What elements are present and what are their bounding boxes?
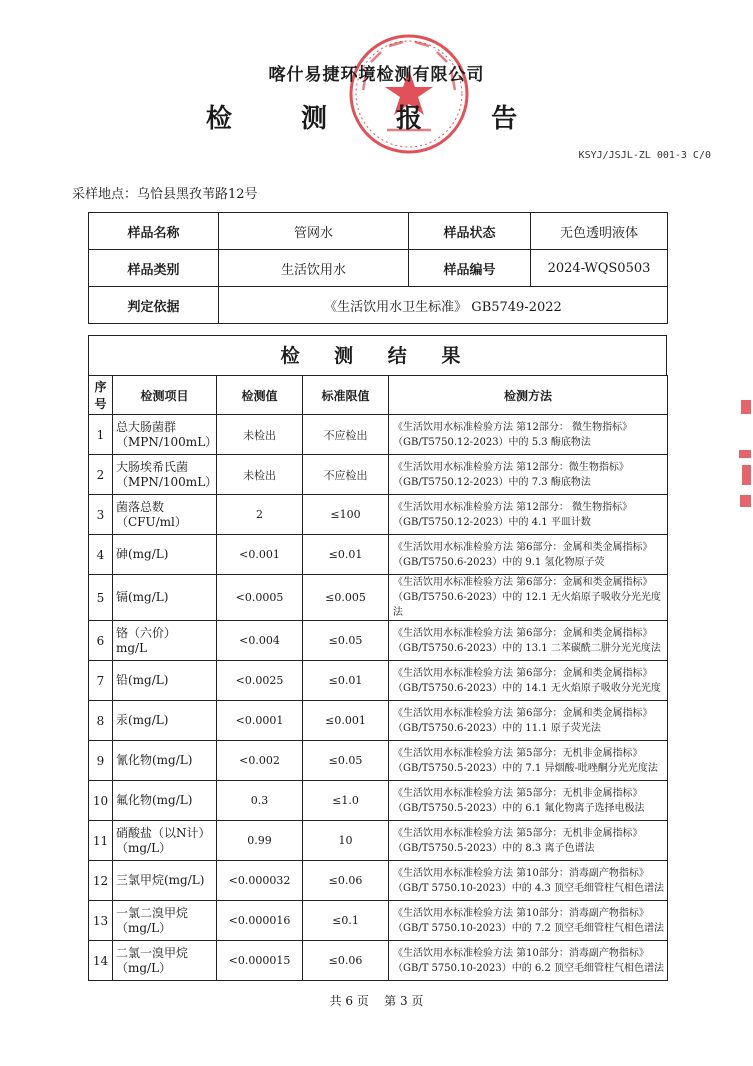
inspection-seal-stamp [345, 30, 473, 158]
row-item-item: 镉(mg/L) [116, 590, 169, 604]
header-method: 检测方法 [389, 376, 668, 415]
row-item-item: 硝酸盐（以N计） [116, 825, 211, 840]
row-limit-limit: ≤0.06 [328, 874, 363, 887]
row-value-value: 未检出 [243, 428, 276, 442]
row-item-item: 大肠埃希氏菌 [116, 459, 189, 474]
row-number-no: 6 [96, 633, 105, 648]
table-row [89, 415, 668, 455]
row-item-unit: （mg/L） [116, 960, 172, 975]
row-number-no: 14 [92, 953, 109, 968]
row-item-unit: （mg/L） [116, 920, 172, 935]
sample-info-table [88, 212, 668, 324]
row-value-value: <0.004 [239, 634, 280, 647]
row-item [113, 415, 217, 455]
row-value-value: 2 [256, 508, 263, 521]
row-limit-limit: ≤0.01 [328, 548, 363, 561]
row-limit-limit: ≤100 [330, 508, 361, 521]
row-limit [303, 661, 389, 701]
row-limit-limit: ≤0.05 [328, 754, 363, 767]
row-limit [303, 495, 389, 535]
row-number [89, 901, 113, 941]
sample-type-value: 生活饮用水 [219, 250, 409, 287]
row-number [89, 455, 113, 495]
header-item: 检测项目 [113, 376, 217, 415]
row-method-method1: 《生活饮用水标准检验方法 第6部分：金属和类金属指标》 [393, 667, 653, 679]
row-method-method2: （GB/T5750.12-2023）中的 7.3 酶底物法 [393, 476, 591, 488]
page-edge-stamp [733, 395, 753, 525]
results-table [88, 375, 668, 981]
row-limit-limit: ≤0.05 [328, 634, 363, 647]
row-limit [303, 901, 389, 941]
row-method-method2: （GB/T 5750.10-2023）中的 4.3 顶空毛细管柱气相色谱法 [393, 882, 664, 894]
company-name: 喀什易捷环境检测有限公司 [268, 65, 485, 85]
row-value [217, 621, 303, 661]
row-limit-limit: ≤0.001 [325, 714, 366, 727]
row-limit-limit: 不应检出 [323, 468, 368, 482]
row-value-value: <0.000032 [228, 874, 291, 887]
current-page: 第 3 页 [384, 994, 424, 1008]
row-limit [303, 415, 389, 455]
row-item [113, 941, 217, 981]
row-method-method1: 《生活饮用水标准检验方法 第10部分：消毒副产物指标》 [393, 867, 649, 879]
row-item [113, 621, 217, 661]
row-item-item: 菌落总数 [116, 499, 165, 514]
row-method-method2: （GB/T5750.5-2023）中的 8.3 离子色谱法 [393, 842, 595, 854]
document-code: KSYJ/JSJL-ZL 001-3 C/0 [578, 150, 711, 161]
row-item-unit: （MPN/100mL） [116, 434, 218, 449]
row-number-no: 2 [96, 467, 105, 482]
sample-no-value: 2024-WQS0503 [531, 250, 668, 287]
row-item-unit: （CFU/ml） [116, 514, 187, 529]
header-limit: 标准限值 [303, 376, 389, 415]
sampling-site [72, 183, 258, 202]
row-method [389, 701, 668, 741]
row-value-value: <0.0025 [235, 674, 284, 687]
row-method-method1: 《生活饮用水标准检验方法 第6部分：金属和类金属指标》 [393, 541, 653, 553]
table-row [89, 941, 668, 981]
row-value-value: 0.99 [247, 834, 272, 847]
row-limit [303, 821, 389, 861]
row-limit-limit: ≤0.01 [328, 674, 363, 687]
table-row [89, 621, 668, 661]
row-method-method2: （GB/T5750.12-2023）中的 5.3 酶底物法 [393, 436, 591, 448]
row-method-method2: （GB/T 5750.10-2023）中的 7.2 顶空毛细管柱气相色谱法 [393, 922, 664, 934]
row-value-value: <0.001 [239, 548, 280, 561]
row-method-method2: （GB/T5750.12-2023）中的 4.1 平皿计数 [393, 516, 591, 528]
sample-state-value: 无色透明液体 [531, 213, 668, 250]
row-limit [303, 861, 389, 901]
row-number [89, 941, 113, 981]
row-item [113, 495, 217, 535]
row-method-method1: 《生活饮用水标准检验方法 第10部分：消毒副产物指标》 [393, 907, 649, 919]
row-limit-limit: 10 [338, 834, 353, 847]
row-method [389, 901, 668, 941]
row-number-no: 12 [92, 873, 109, 888]
row-item [113, 861, 217, 901]
row-method [389, 741, 668, 781]
row-item-item: 一氯二溴甲烷 [116, 905, 189, 920]
row-method [389, 575, 668, 621]
header-value: 检测值 [217, 376, 303, 415]
table-row [89, 661, 668, 701]
sample-no-label: 样品编号 [409, 250, 531, 287]
row-method-method2: （GB/T5750.6-2023）中的 13.1 二苯碳酰二肼分光光度法 [393, 642, 661, 654]
row-item-item: 总大肠菌群 [116, 419, 177, 434]
row-value-value: 0.3 [250, 794, 269, 807]
row-limit-limit: ≤0.005 [325, 591, 366, 604]
row-value-value: 未检出 [243, 468, 276, 482]
row-number-no: 13 [92, 913, 109, 928]
row-limit-limit: 不应检出 [323, 428, 368, 442]
sample-state-label: 样品状态 [409, 213, 531, 250]
report-title: 检 测 报 告 [205, 104, 548, 134]
row-method [389, 455, 668, 495]
row-item-item: 铅(mg/L) [116, 673, 169, 687]
row-limit [303, 701, 389, 741]
row-limit-limit: ≤1.0 [332, 794, 359, 807]
row-value-value: <0.002 [239, 754, 280, 767]
row-method [389, 781, 668, 821]
row-number-no: 11 [92, 833, 109, 848]
row-value-value: <0.000015 [228, 954, 291, 967]
row-item [113, 455, 217, 495]
row-method-method1: 《生活饮用水标准检验方法 第5部分：无机非金属指标》 [393, 787, 643, 799]
row-number [89, 661, 113, 701]
row-number [89, 821, 113, 861]
row-limit [303, 575, 389, 621]
row-limit [303, 621, 389, 661]
header-no: 序号 [89, 376, 113, 415]
row-method [389, 861, 668, 901]
results-title: 检 测 结 果 [88, 335, 667, 375]
table-row [89, 701, 668, 741]
row-limit-limit: ≤0.1 [332, 914, 359, 927]
row-method-method2: （GB/T5750.5-2023）中的 6.1 氟化物离子选择电极法 [393, 802, 645, 814]
row-method-method2: （GB/T5750.6-2023）中的 12.1 无火焰原子吸收分光光度法 [393, 592, 661, 618]
table-row [89, 861, 668, 901]
table-row [89, 495, 668, 535]
row-limit [303, 941, 389, 981]
row-limit [303, 741, 389, 781]
row-number [89, 701, 113, 741]
row-item [113, 901, 217, 941]
row-value [217, 901, 303, 941]
sample-name-value: 管网水 [219, 213, 409, 250]
row-item-item: 氰化物(mg/L) [116, 753, 193, 767]
row-method [389, 535, 668, 575]
row-method [389, 941, 668, 981]
row-number-no: 10 [92, 793, 109, 808]
row-value [217, 821, 303, 861]
total-pages: 共 6 页 [329, 994, 369, 1008]
row-limit [303, 535, 389, 575]
sample-type-label: 样品类别 [89, 250, 219, 287]
row-method [389, 821, 668, 861]
table-row [89, 535, 668, 575]
row-method-method1: 《生活饮用水标准检验方法 第6部分：金属和类金属指标》 [393, 627, 653, 639]
row-item [113, 535, 217, 575]
sample-name-label: 样品名称 [89, 213, 219, 250]
table-row [89, 821, 668, 861]
row-item-item: 三氯甲烷(mg/L) [116, 873, 205, 887]
row-number-no: 9 [96, 753, 105, 768]
sampling-site-label: 采样地点： [72, 187, 138, 202]
row-value [217, 661, 303, 701]
row-item [113, 701, 217, 741]
results-header-row [89, 376, 668, 415]
row-item [113, 821, 217, 861]
row-number [89, 621, 113, 661]
row-number [89, 741, 113, 781]
row-method [389, 415, 668, 455]
basis-value: 《生活饮用水卫生标准》 GB5749-2022 [219, 287, 668, 324]
row-value [217, 701, 303, 741]
row-method [389, 621, 668, 661]
row-number [89, 415, 113, 455]
row-value [217, 741, 303, 781]
row-method-method1: 《生活饮用水标准检验方法 第6部分：金属和类金属指标》 [393, 577, 653, 588]
row-value [217, 575, 303, 621]
row-method-method1: 《生活饮用水标准检验方法 第5部分：无机非金属指标》 [393, 827, 643, 839]
row-item-item: 铬（六价） [116, 625, 177, 640]
row-value [217, 941, 303, 981]
row-item-item: 砷(mg/L) [116, 547, 169, 561]
row-method-method1: 《生活饮用水标准检验方法 第6部分：金属和类金属指标》 [393, 707, 653, 719]
row-number-no: 7 [96, 673, 105, 688]
row-method-method1: 《生活饮用水标准检验方法 第12部分：微生物指标》 [393, 461, 629, 473]
row-value-value: <0.0001 [235, 714, 284, 727]
row-method-method1: 《生活饮用水标准检验方法 第12部分： 微生物指标》 [393, 421, 633, 433]
row-method-method2: （GB/T5750.6-2023）中的 14.1 无火焰原子吸收分光光度 [393, 682, 661, 694]
row-value [217, 415, 303, 455]
table-row [89, 781, 668, 821]
row-value-value: <0.0005 [235, 591, 284, 604]
row-value [217, 861, 303, 901]
row-method-method1: 《生活饮用水标准检验方法 第12部分： 微生物指标》 [393, 501, 633, 513]
row-number-no: 1 [96, 427, 105, 442]
row-number [89, 535, 113, 575]
table-row [89, 455, 668, 495]
row-method-method1: 《生活饮用水标准检验方法 第5部分：无机非金属指标》 [393, 747, 643, 759]
row-value [217, 781, 303, 821]
row-number-no: 8 [96, 713, 105, 728]
row-method-method2: （GB/T5750.6-2023）中的 11.1 原子荧光法 [393, 722, 601, 734]
row-method-method2: （GB/T 5750.10-2023）中的 6.2 顶空毛细管柱气相色谱法 [393, 962, 664, 974]
row-method-method1: 《生活饮用水标准检验方法 第10部分：消毒副产物指标》 [393, 947, 649, 959]
row-number-no: 4 [96, 547, 105, 562]
row-item [113, 661, 217, 701]
row-value [217, 535, 303, 575]
row-limit [303, 455, 389, 495]
row-item-item: 汞(mg/L) [116, 713, 169, 727]
row-item-item: 二氯一溴甲烷 [116, 945, 189, 960]
row-item [113, 781, 217, 821]
row-method [389, 661, 668, 701]
sampling-site-value: 乌恰县黑孜苇路12号 [137, 187, 258, 202]
row-limit [303, 781, 389, 821]
row-value [217, 455, 303, 495]
row-item-item: 氟化物(mg/L) [116, 793, 193, 807]
table-row [89, 575, 668, 621]
row-value [217, 495, 303, 535]
row-limit-limit: ≤0.06 [328, 954, 363, 967]
row-number-no: 5 [96, 590, 105, 605]
row-method-method2: （GB/T5750.5-2023）中的 7.1 异烟酸-吡唑酮分光光度法 [393, 762, 658, 774]
row-number [89, 781, 113, 821]
row-number [89, 575, 113, 621]
basis-label: 判定依据 [89, 287, 219, 324]
table-row [89, 901, 668, 941]
row-item-unit: （mg/L） [116, 840, 172, 855]
row-number [89, 861, 113, 901]
row-item [113, 741, 217, 781]
row-value-value: <0.000016 [228, 914, 291, 927]
row-item [113, 575, 217, 621]
row-item-unit: （MPN/100mL） [116, 474, 218, 489]
row-method [389, 495, 668, 535]
row-method-method2: （GB/T5750.6-2023）中的 9.1 氢化物原子荧 [393, 556, 605, 568]
row-number [89, 495, 113, 535]
row-number-no: 3 [96, 507, 105, 522]
row-item-unit: mg/L [116, 640, 148, 655]
table-row [89, 741, 668, 781]
page-footer [0, 992, 753, 1009]
